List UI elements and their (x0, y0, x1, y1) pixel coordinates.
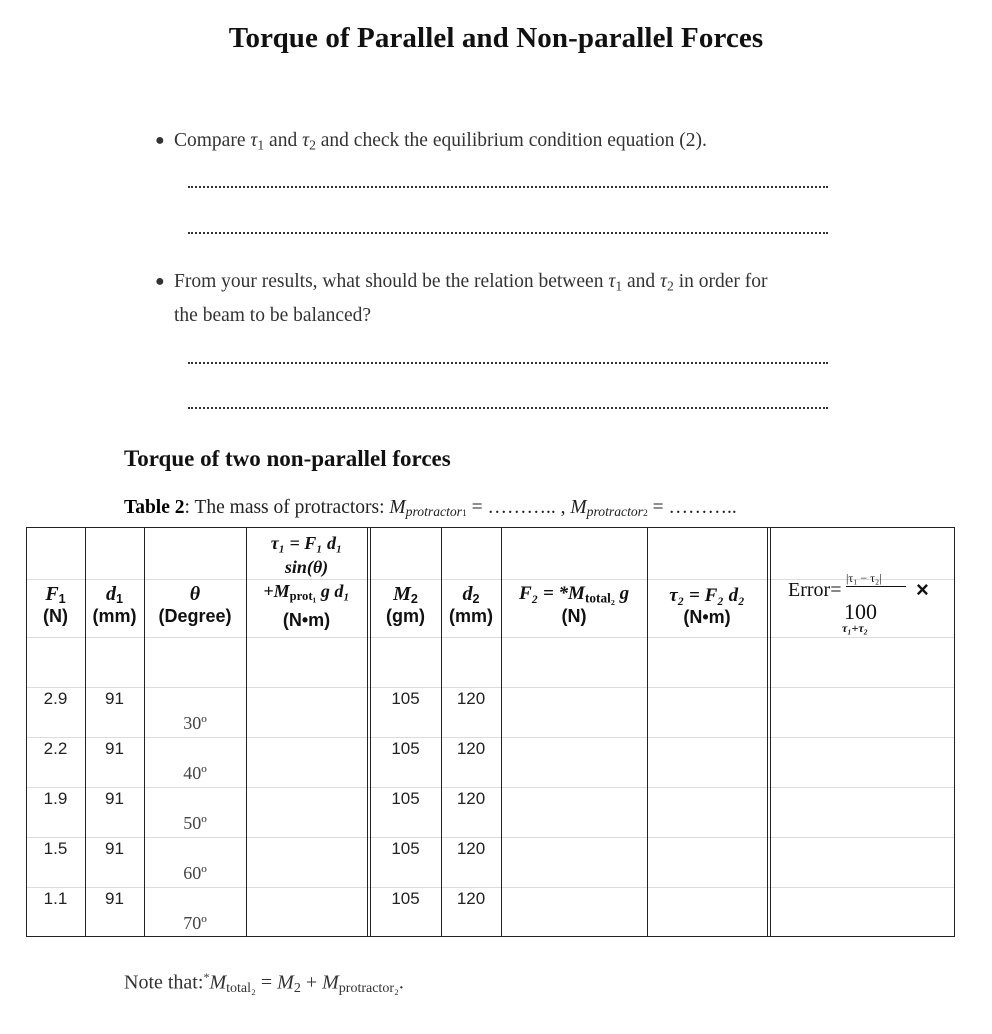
data-table (26, 527, 955, 937)
cell-m2: 105 (391, 789, 420, 808)
bullet-dot: ● (155, 132, 165, 149)
cell-m2: 105 (391, 839, 420, 858)
cell-d1: 91 (105, 789, 124, 808)
page-title: Torque of Parallel and Non-parallel Forces (228, 22, 764, 54)
header-tau1: τ₁ = F₁ d₁ sin(θ) $+M_{prot_1}$ g d₁ (N•m) (263, 533, 350, 631)
cell-theta: 30º (183, 713, 207, 733)
cell-f1: 1.1 (43, 889, 68, 908)
answer-line[interactable] (188, 362, 828, 364)
header-d2: $d_2$ (mm) (449, 583, 493, 627)
header-m2: $M_2$ (gm) (386, 583, 425, 627)
cell-d1: 91 (105, 839, 124, 858)
header-f1: $F_1$ (N) (43, 583, 68, 627)
cell-d2: 120 (456, 789, 486, 808)
cell-d1: 91 (105, 689, 124, 708)
cell-f1: 2.2 (43, 739, 68, 758)
cell-theta: 70º (183, 913, 207, 933)
footnote: Note $that:^*M_{total_2} = M_2 + M_{protractor_2}$. (124, 970, 404, 997)
answer-line[interactable] (188, 186, 828, 188)
cell-f1: 2.9 (43, 689, 68, 708)
cell-f1: 1.5 (43, 839, 68, 858)
cell-f1: 1.9 (43, 789, 68, 808)
cell-theta: 40º (183, 763, 207, 783)
header-f2: $F_2 = *M_{total_2}$ g (N) (518, 583, 630, 627)
table-caption: Table 2: The mass of protractors: $M_{protractor1}$ = ……….. , $M_{protractor2}$ = ……….. (124, 497, 737, 520)
answer-line[interactable] (188, 407, 828, 409)
cell-theta: 60º (183, 863, 207, 883)
cell-d1: 91 (105, 739, 124, 758)
header-error: Error= |τ₁ − τ₂| × 100 τ₁+τ₂ (788, 571, 929, 635)
cell-m2: 105 (391, 889, 420, 908)
answer-line[interactable] (188, 232, 828, 234)
cell-d2: 120 (456, 689, 486, 708)
bullet-dot: ● (155, 273, 165, 290)
cell-m2: 105 (391, 689, 420, 708)
bullet-text: Compare (174, 130, 251, 151)
cell-d2: 120 (456, 889, 486, 908)
cell-m2: 105 (391, 739, 420, 758)
bullet-text-line2: the beam to be balanced? (174, 305, 372, 326)
header-tau2: τ₂ = F₂ d₂ (N•m) (669, 585, 745, 627)
header-theta: θ (Degree) (158, 583, 232, 626)
cell-theta: 50º (183, 813, 207, 833)
cell-d1: 91 (105, 889, 124, 908)
cell-d2: 120 (456, 739, 486, 758)
cell-d2: 120 (456, 839, 486, 858)
header-d1: $d_1$ (mm) (92, 583, 137, 627)
section-title: Torque of two non-parallel forces (124, 446, 451, 471)
